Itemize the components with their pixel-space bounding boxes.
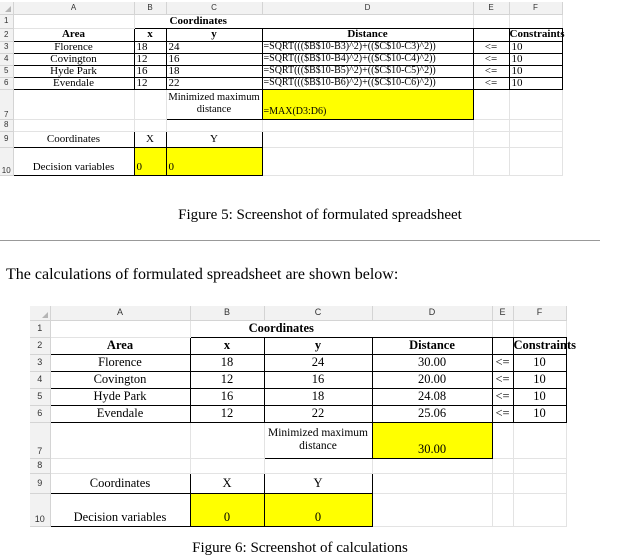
y-cell[interactable]: 24	[166, 41, 262, 53]
coordinates-label-cell[interactable]: Coordinates	[13, 131, 134, 147]
cell-e10[interactable]	[473, 147, 509, 175]
row-header-3[interactable]: 3	[30, 354, 50, 371]
minimized-max-formula-cell[interactable]: =MAX(D3:D6)	[262, 89, 473, 119]
figure-6-caption: Figure 6: Screenshot of calculations	[192, 540, 408, 556]
distance-header-cell[interactable]: Distance	[262, 28, 473, 41]
distance-formula-cell[interactable]: =SQRT((($B$10-B4)^2)+(($C$10-C4)^2))	[262, 53, 473, 65]
operator-cell[interactable]: <=	[492, 388, 513, 405]
decision-x-cell[interactable]: 0	[134, 147, 166, 175]
cell-f1[interactable]	[513, 320, 566, 337]
operator-cell[interactable]: <=	[492, 354, 513, 371]
y-cell[interactable]: 18	[166, 65, 262, 77]
x-cell[interactable]: 18	[190, 354, 264, 371]
y-cell[interactable]: 24	[264, 354, 372, 371]
constraint-cell[interactable]: 10	[513, 388, 566, 405]
cell-e1[interactable]	[473, 14, 509, 28]
row-header-1[interactable]: 1	[0, 14, 13, 28]
distance-value-cell[interactable]: 25.06	[372, 405, 492, 422]
column-header-d[interactable]: D	[262, 2, 473, 14]
x-header-cell[interactable]: x	[190, 337, 264, 354]
cell-d8[interactable]	[262, 119, 473, 131]
cell-f7[interactable]	[513, 422, 566, 458]
cell-b8[interactable]	[190, 458, 264, 473]
y-label-cell[interactable]: Y	[166, 131, 262, 147]
select-all-corner[interactable]	[0, 2, 13, 14]
row-header-8[interactable]: 8	[0, 119, 13, 131]
column-header-c[interactable]: C	[166, 2, 262, 14]
cell-d1[interactable]	[372, 320, 492, 337]
distance-header-cell[interactable]: Distance	[372, 337, 492, 354]
row-header-8[interactable]: 8	[30, 458, 50, 473]
cell-a8[interactable]	[50, 458, 190, 473]
cell-d9[interactable]	[262, 131, 473, 147]
row-header-4[interactable]: 4	[30, 371, 50, 388]
cell-f10[interactable]	[509, 147, 562, 175]
cell-f9[interactable]	[509, 131, 562, 147]
operator-cell[interactable]: <=	[473, 77, 509, 89]
row-header-7[interactable]: 7	[0, 89, 13, 119]
column-header-e[interactable]: E	[473, 2, 509, 14]
x-label-cell[interactable]: X	[190, 473, 264, 493]
x-cell[interactable]: 12	[134, 77, 166, 89]
cell-a1[interactable]	[13, 14, 134, 28]
decision-y-cell[interactable]: 0	[166, 147, 262, 175]
row-header-4[interactable]: 4	[0, 53, 13, 65]
y-cell[interactable]: 16	[166, 53, 262, 65]
row-header-6[interactable]: 6	[30, 405, 50, 422]
operator-cell[interactable]: <=	[473, 65, 509, 77]
area-cell[interactable]: Covington	[13, 53, 134, 65]
distance-formula-cell[interactable]: =SQRT((($B$10-B3)^2)+(($C$10-C3)^2))	[262, 41, 473, 53]
area-cell[interactable]: Florence	[50, 354, 190, 371]
cell-d1[interactable]	[262, 14, 473, 28]
minimized-label-line1: Minimized maximum	[268, 426, 368, 439]
area-header-cell[interactable]: Area	[50, 337, 190, 354]
cell-c8[interactable]	[264, 458, 372, 473]
column-header-c[interactable]: C	[264, 306, 372, 320]
decision-x-cell[interactable]: 0	[190, 493, 264, 526]
x-cell[interactable]: 16	[134, 65, 166, 77]
cell-f8[interactable]	[509, 119, 562, 131]
coordinates-header-cell[interactable]: Coordinates	[134, 14, 262, 28]
minimized-maximum-label-cell[interactable]	[166, 89, 262, 119]
distance-formula-cell[interactable]: =SQRT((($B$10-B6)^2)+(($C$10-C6)^2))	[262, 77, 473, 89]
column-header-b[interactable]: B	[134, 2, 166, 14]
constraint-cell[interactable]: 10	[509, 77, 562, 89]
y-header-cell[interactable]: y	[166, 28, 262, 41]
cell-f1[interactable]	[509, 14, 562, 28]
y-cell[interactable]: 22	[264, 405, 372, 422]
cell-f8[interactable]	[513, 458, 566, 473]
constraint-cell[interactable]: 10	[513, 354, 566, 371]
section-divider	[0, 240, 600, 241]
cell-e8[interactable]	[492, 458, 513, 473]
operator-cell[interactable]: <=	[492, 405, 513, 422]
cell-e7[interactable]	[473, 89, 509, 119]
column-header-b[interactable]: B	[190, 306, 264, 320]
area-header-cell[interactable]: Area	[13, 28, 134, 41]
cell-d8[interactable]	[372, 458, 492, 473]
x-cell[interactable]: 12	[190, 371, 264, 388]
row-header-10[interactable]: 10	[0, 147, 13, 175]
minimized-maximum-label-cell[interactable]	[264, 422, 372, 458]
distance-formula-cell[interactable]: =SQRT((($B$10-B5)^2)+(($C$10-C5)^2))	[262, 65, 473, 77]
cell-a7[interactable]	[13, 89, 134, 119]
decision-variables-label-cell[interactable]: Decision variables	[50, 493, 190, 526]
operator-cell[interactable]: <=	[473, 53, 509, 65]
row-header-1[interactable]: 1	[30, 320, 50, 337]
y-cell[interactable]: 18	[264, 388, 372, 405]
cell-f7[interactable]	[509, 89, 562, 119]
constraint-cell[interactable]: 10	[513, 405, 566, 422]
column-header-d[interactable]: D	[372, 306, 492, 320]
intro-text: The calculations of formulated spreadsheet are shown below:	[6, 266, 399, 283]
row-header-9[interactable]: 9	[30, 473, 50, 493]
row-header-9[interactable]: 9	[0, 131, 13, 147]
formula-spreadsheet	[0, 2, 563, 176]
cell-e1[interactable]	[492, 320, 513, 337]
cell-c8[interactable]	[166, 119, 262, 131]
constraint-cell[interactable]: 10	[513, 371, 566, 388]
column-header-a[interactable]: A	[50, 306, 190, 320]
distance-value-cell[interactable]: 24.08	[372, 388, 492, 405]
row-header-5[interactable]: 5	[0, 65, 13, 77]
constraint-cell[interactable]: 10	[509, 53, 562, 65]
calculations-spreadsheet	[30, 306, 577, 527]
x-cell[interactable]: 12	[190, 405, 264, 422]
x-cell[interactable]: 18	[134, 41, 166, 53]
y-cell[interactable]: 22	[166, 77, 262, 89]
x-header-cell[interactable]: x	[134, 28, 166, 41]
cell-e2[interactable]	[473, 28, 509, 41]
x-label-cell[interactable]: X	[134, 131, 166, 147]
row-header-7[interactable]: 7	[30, 422, 50, 458]
cell-a8[interactable]	[13, 119, 134, 131]
column-header-a[interactable]: A	[13, 2, 134, 14]
cell-f9[interactable]	[513, 473, 566, 493]
area-cell[interactable]: Florence	[13, 41, 134, 53]
cell-b7[interactable]	[190, 422, 264, 458]
column-header-e[interactable]: E	[492, 306, 513, 320]
operator-cell[interactable]: <=	[492, 371, 513, 388]
minimized-label-line1: Minimized maximum	[168, 91, 260, 103]
figure-5-caption: Figure 5: Screenshot of formulated spreadsheet	[178, 207, 462, 223]
area-cell[interactable]: Hyde Park	[13, 65, 134, 77]
cell-f10[interactable]	[513, 493, 566, 526]
constraint-cell[interactable]: 10	[509, 41, 562, 53]
y-label-cell[interactable]: Y	[264, 473, 372, 493]
cell-a1[interactable]	[50, 320, 190, 337]
area-cell[interactable]: Evendale	[13, 77, 134, 89]
decision-variables-label-cell[interactable]: Decision variables	[13, 147, 134, 175]
x-cell[interactable]: 16	[190, 388, 264, 405]
constraints-header-cell[interactable]: Constraints	[513, 338, 577, 353]
cell-d10[interactable]	[372, 493, 492, 526]
x-cell[interactable]: 12	[134, 53, 166, 65]
row-header-6[interactable]: 6	[0, 77, 13, 89]
column-header-f[interactable]: F	[509, 2, 562, 14]
decision-y-cell[interactable]: 0	[264, 493, 372, 526]
cell-e10[interactable]	[492, 493, 513, 526]
row-header-2[interactable]: 2	[0, 28, 13, 41]
cell-b8[interactable]	[134, 119, 166, 131]
row-header-5[interactable]: 5	[30, 388, 50, 405]
cell-a7[interactable]	[50, 422, 190, 458]
y-cell[interactable]: 16	[264, 371, 372, 388]
cell-e9[interactable]	[473, 131, 509, 147]
operator-cell[interactable]: <=	[473, 41, 509, 53]
area-cell[interactable]: Evendale	[50, 405, 190, 422]
row-header-2[interactable]: 2	[30, 337, 50, 354]
coordinates-label-cell[interactable]: Coordinates	[50, 473, 190, 493]
area-cell[interactable]: Covington	[50, 371, 190, 388]
cell-e2[interactable]	[492, 337, 513, 354]
cell-d10[interactable]	[262, 147, 473, 175]
column-header-f[interactable]: F	[513, 306, 566, 320]
y-header-cell[interactable]: y	[264, 337, 372, 354]
minimized-max-value-cell[interactable]: 30.00	[372, 422, 492, 458]
coordinates-header-cell[interactable]: Coordinates	[190, 320, 372, 337]
cell-e8[interactable]	[473, 119, 509, 131]
row-header-3[interactable]: 3	[0, 41, 13, 53]
row-header-10[interactable]: 10	[30, 493, 50, 526]
area-cell[interactable]: Hyde Park	[50, 388, 190, 405]
constraints-header-cell[interactable]: Constraints	[509, 28, 565, 40]
select-all-corner[interactable]	[30, 306, 50, 320]
distance-value-cell[interactable]: 20.00	[372, 371, 492, 388]
cell-d9[interactable]	[372, 473, 492, 493]
minimized-label-line2: distance	[299, 440, 337, 452]
distance-value-cell[interactable]: 30.00	[372, 354, 492, 371]
constraint-cell[interactable]: 10	[509, 65, 562, 77]
minimized-label-line2: distance	[196, 104, 232, 115]
cell-e9[interactable]	[492, 473, 513, 493]
cell-e7[interactable]	[492, 422, 513, 458]
cell-b7[interactable]	[134, 89, 166, 119]
